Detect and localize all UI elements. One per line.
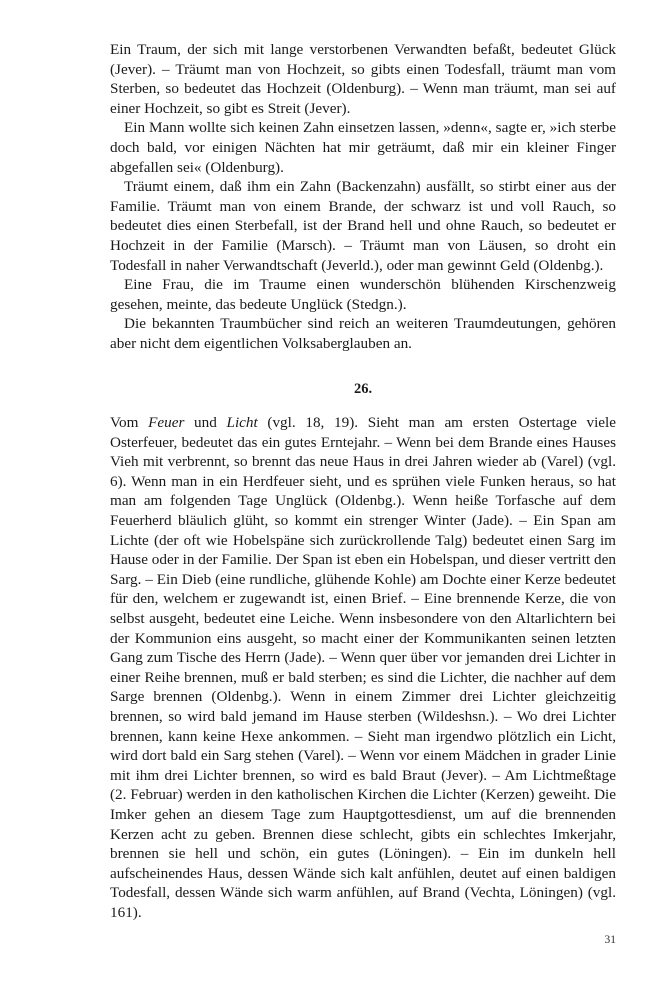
intro-prefix: Vom bbox=[110, 414, 149, 432]
paragraph-tooth-man: Ein Mann wollte sich keinen Zahn einsetzen lassen, »denn«, sagte er, »ich sterbe doch bald, vor einigen Nächten hat mir geträumt, daß mir ein kleiner Finger abgefallen sei« (Oldenburg). bbox=[110, 119, 616, 176]
paragraph-dream-relatives: Ein Traum, der sich mit lange verstorbenen Verwandten befaßt, bedeutet Glück (Jever). – Träumt man von Hochzeit, so gibts einen Todesfall, träumt man vom Sterben, so bedeutet das Hochzeit (Oldenburg). – Wenn man träumt, man sei auf einer Hochzeit, so gibt es Streit (Jever). bbox=[110, 41, 616, 117]
paragraph-fire-light bbox=[110, 413, 616, 922]
section-heading: 26. bbox=[353, 380, 373, 397]
paragraph-cherry-branch: Eine Frau, die im Traume einen wunderschön blühenden Kirschenzweig gesehen, meinte, das bedeute Unglück (Stedgn.). bbox=[110, 276, 616, 313]
term-feuer: Feuer bbox=[148, 414, 185, 432]
term-licht: Licht bbox=[226, 414, 258, 432]
paragraph-tooth-dream: Träumt einem, daß ihm ein Zahn (Backenzahn) ausfällt, so stirbt einer aus der Familie. Träumt man von einem Brande, der schwarz ist und voll Rauch, so bedeutet dies einen Sterbefall, ist der Brand hell und ohne Rauch, so bedeutet er Hochzeit in der Familie (Marsch). – Träumt man von Läusen, so droht ein Todesfall in naher Verwandtschaft (Jeverld.), oder man gewinnt Geld (Oldenbg.). bbox=[110, 178, 616, 274]
page-body bbox=[110, 40, 616, 923]
page-number: 31 bbox=[604, 934, 616, 946]
intro-und: und bbox=[184, 414, 227, 432]
section-body-text: (vgl. 18, 19). Sieht man am ersten Ostertage viele Osterfeuer, bedeutet das ein gutes Erntejahr. – Wenn bei dem Brande eines Hauses Vieh mit verbrennt, so brennt das neue Haus in drei Jahren wieder ab (Varel) (vgl. 6). Wenn man in ein Herdfeuer sieht, und es sprühen viele Funken heraus, so hat man am folgenden Tage Unglück (Oldenbg.). Wenn heiße Torfasche auf dem Feuerherd bläulich glüht, so kommt ein strenger Winter (Jade). – Ein Span am Lichte (der oft wie Hobelspäne sich zurückrollende Talg) bedeutet einen Sarg im Hause oder in der Familie. Der Span ist eben ein Hobelspan, und dieser vertritt den Sarg. – Ein Dieb (eine rundliche, glühende Kohle) am Dochte einer Kerze bedeutet für den, welchem er zugewandt ist, einen Brief. – Eine brennende Kerze, die von selbst ausgeht, bedeutet eine Leiche. Wenn insbesondere von den Altarlichtern bei der Kommunion eins ausgeht, so macht einer der Kommunikanten seinen letzten Gang zum Tische des Herrn (Jade). – Wenn quer über vor jemanden drei Lichter in einer Reihe brennen, muß er bald sterben; es sind die Lichter, die nachher auf dem Sarge brennen (Oldenbg.). Wenn in einem Zimmer drei Lichter gleichzeitig brennen, so wird bald jemand im Hause sterben (Wildeshsn.). – Wo drei Lichter brennen, kann keine Hexe ankommen. – Sieht man irgendwo plötzlich ein Licht, wird dort bald ein Sarg stehen (Varel). – Wenn vor einem Mädchen in grader Linie mit ihm drei Lichter brennen, so wird es bald Braut (Jever). – Am Lichtmeßtage (2. Februar) werden in den katholischen Kirchen die Lichter (Kerzen) geweiht. Die Imker gehen an diesem Tage zum Hauptgottesdienst, um auf die brennenden Kerzen acht zu geben. Brennen diese schlecht, gibts ein schlechtes Imkerjahr, brennen sie hell und schön, ein gutes (Löningen). – Ein im dunkeln hell aufscheinendes Haus, dessen Wände sich kalt anfühlen, deutet auf einen baldigen Todesfall, dessen Wände sich warm anfühlen, auf Brand (Vechta, Löningen) (vgl. 161). bbox=[110, 414, 616, 921]
paragraph-dream-books: Die bekannten Traumbücher sind reich an weiteren Traumdeutungen, gehören aber nicht dem eigentlichen Volksaberglauben an. bbox=[110, 315, 616, 352]
